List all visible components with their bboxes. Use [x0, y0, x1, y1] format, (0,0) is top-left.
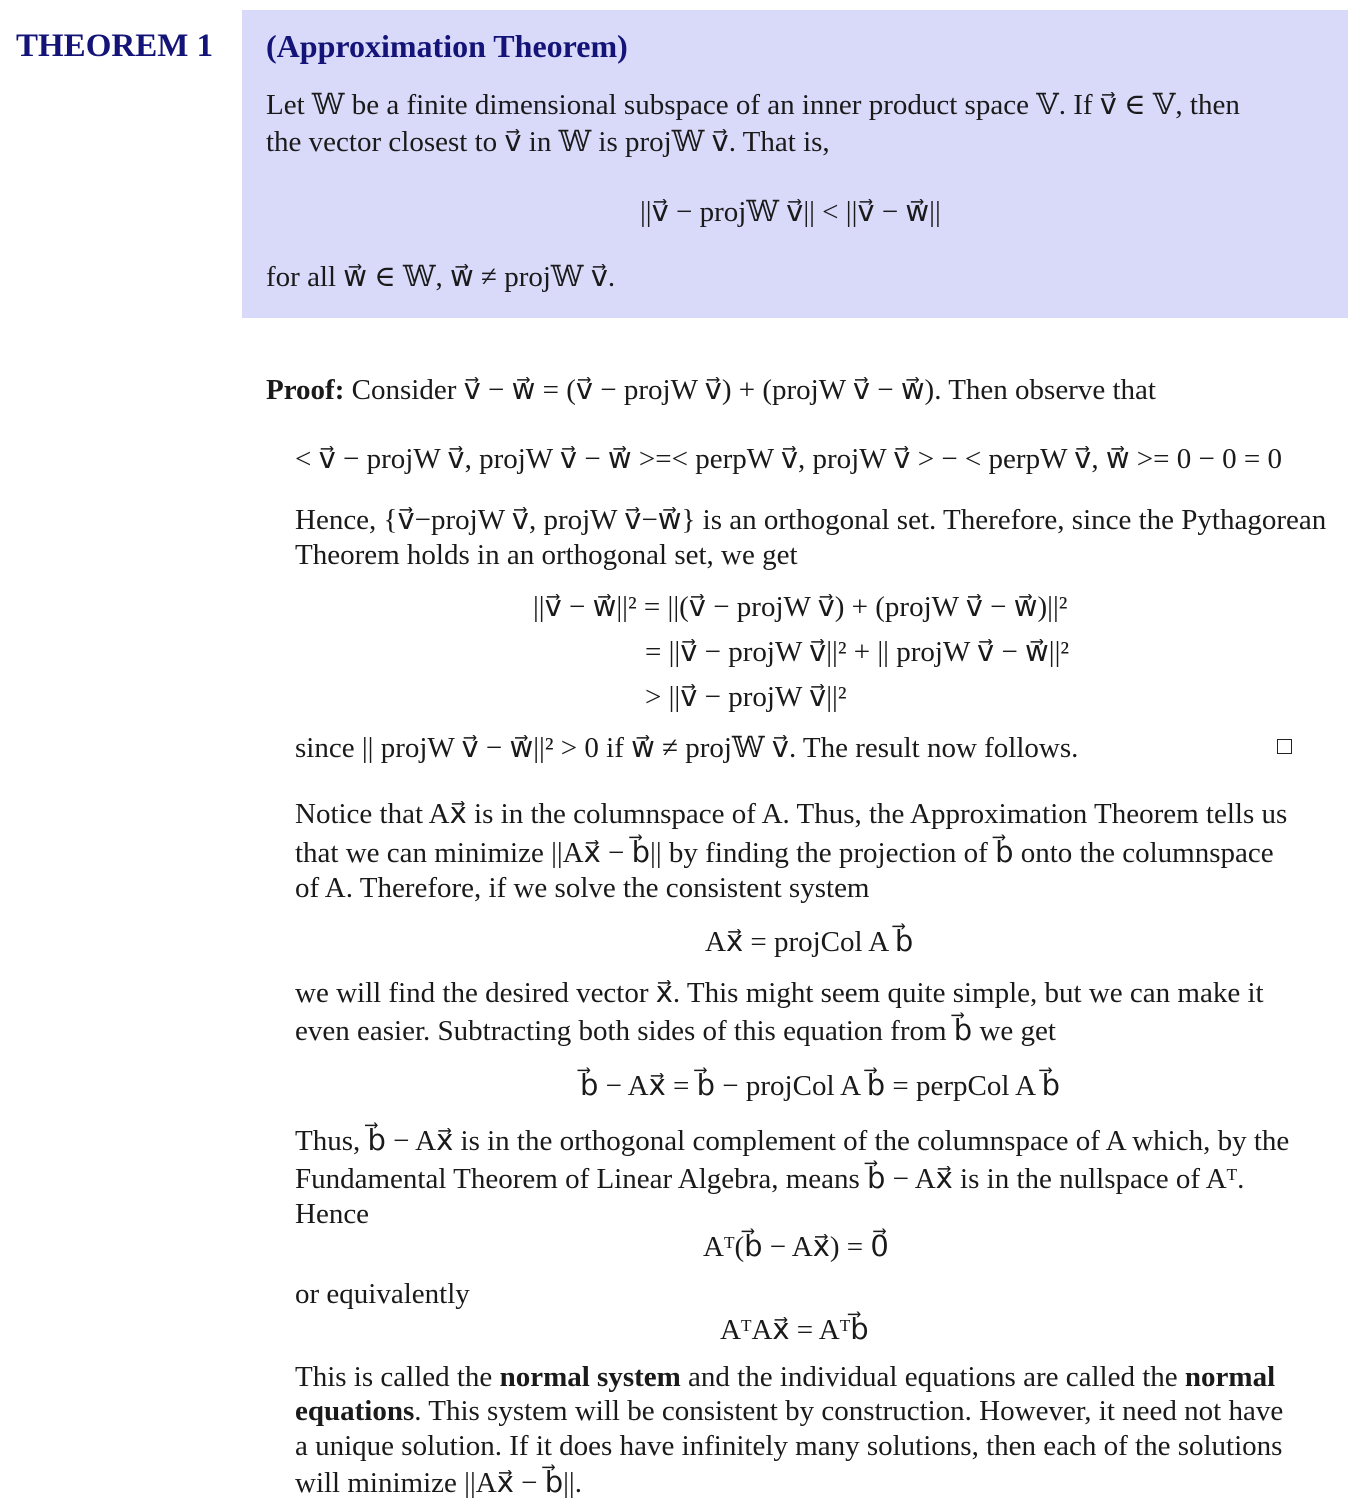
normal-equation: AᵀAx⃗ = Aᵀb⃗: [720, 1314, 869, 1346]
proof-first-line: [266, 373, 1156, 407]
find-line-1: we will find the desired vector x⃗. This might seem quite simple, but we can make it: [295, 977, 1264, 1009]
term-normal-system: normal system: [499, 1361, 681, 1393]
final-line-1-middle: and the individual equations are called the: [688, 1361, 1178, 1393]
theorem-label: THEOREM 1: [16, 28, 214, 64]
theorem-title: (Approximation Theorem): [266, 28, 628, 64]
proof-inner-product-equation: < v⃗ − projW v⃗, projW v⃗ − w⃗ >=< perpW v⃗, projW v⃗ > − < perpW v⃗, w⃗ >= 0 − 0 = 0: [295, 443, 1282, 475]
nullspace-equation: Aᵀ(b⃗ − Ax⃗) = 0⃗: [703, 1231, 889, 1263]
proof-label: Proof:: [266, 374, 345, 406]
projection-equation: Ax⃗ = projCol A b⃗: [705, 926, 914, 958]
theorem-line-1: Let 𝕎 be a finite dimensional subspace of an inner product space 𝕍. If v⃗ ∈ 𝕍, then: [266, 89, 1240, 121]
notice-line-2: that we can minimize ||Ax⃗ − b⃗|| by finding the projection of b⃗ onto the columnspace: [295, 837, 1274, 869]
notice-line-1: Notice that Ax⃗ is in the columnspace of A. Thus, the Approximation Theorem tells us: [295, 798, 1288, 830]
qed-square-icon: [1277, 739, 1292, 754]
thus-line-1: Thus, b⃗ − Ax⃗ is in the orthogonal complement of the columnspace of A which, by the: [295, 1125, 1290, 1157]
equivalently-line: or equivalently: [295, 1278, 470, 1310]
thus-line-2: Fundamental Theorem of Linear Algebra, means b⃗ − Ax⃗ is in the nullspace of Aᵀ.: [295, 1163, 1245, 1195]
proof-hence-line-1: Hence, {v⃗−projW v⃗, projW v⃗−w⃗} is an orthogonal set. Therefore, since the Pythagorean: [295, 504, 1327, 536]
term-equations: equations: [295, 1395, 415, 1427]
thus-line-3: Hence: [295, 1198, 370, 1230]
final-line-3: a unique solution. If it does have infinitely many solutions, then each of the solutions: [295, 1430, 1283, 1462]
theorem-display-equation: ||v⃗ − proj𝕎 v⃗|| < ||v⃗ − w⃗||: [640, 196, 941, 228]
proof-equation-line-3: > ||v⃗ − projW v⃗||²: [645, 681, 847, 713]
perp-equation: b⃗ − Ax⃗ = b⃗ − projCol A b⃗ = perpCol A b⃗: [580, 1070, 1061, 1102]
final-line-1-start: This is called the: [295, 1361, 493, 1393]
notice-line-3: of A. Therefore, if we solve the consistent system: [295, 872, 870, 904]
proof-line-1: Consider v⃗ − w⃗ = (v⃗ − projW v⃗) + (projW v⃗ − w⃗). Then observe that: [351, 374, 1156, 406]
final-line-4: will minimize ||Ax⃗ − b⃗||.: [295, 1467, 582, 1499]
final-line-1: [295, 1360, 1275, 1394]
proof-equation-line-2: = ||v⃗ − projW v⃗||² + || projW v⃗ − w⃗||²: [645, 636, 1070, 668]
final-line-2-text: . This system will be consistent by construction. However, it need not have: [414, 1395, 1284, 1427]
final-line-2: [295, 1394, 1283, 1428]
proof-equation-line-1: ||v⃗ − w⃗||² = ||(v⃗ − projW v⃗) + (projW v⃗ − w⃗)||²: [533, 591, 1068, 623]
theorem-line-2: the vector closest to v⃗ in 𝕎 is proj𝕎 v⃗. That is,: [266, 126, 830, 158]
term-normal: normal: [1184, 1361, 1276, 1393]
proof-hence-line-2: Theorem holds in an orthogonal set, we get: [295, 539, 798, 571]
theorem-line-3: for all w⃗ ∈ 𝕎, w⃗ ≠ proj𝕎 v⃗.: [266, 261, 616, 293]
find-line-2: even easier. Subtracting both sides of this equation from b⃗ we get: [295, 1015, 1056, 1047]
proof-since-line: since || projW v⃗ − w⃗||² > 0 if w⃗ ≠ proj𝕎 v⃗. The result now follows.: [295, 732, 1079, 764]
